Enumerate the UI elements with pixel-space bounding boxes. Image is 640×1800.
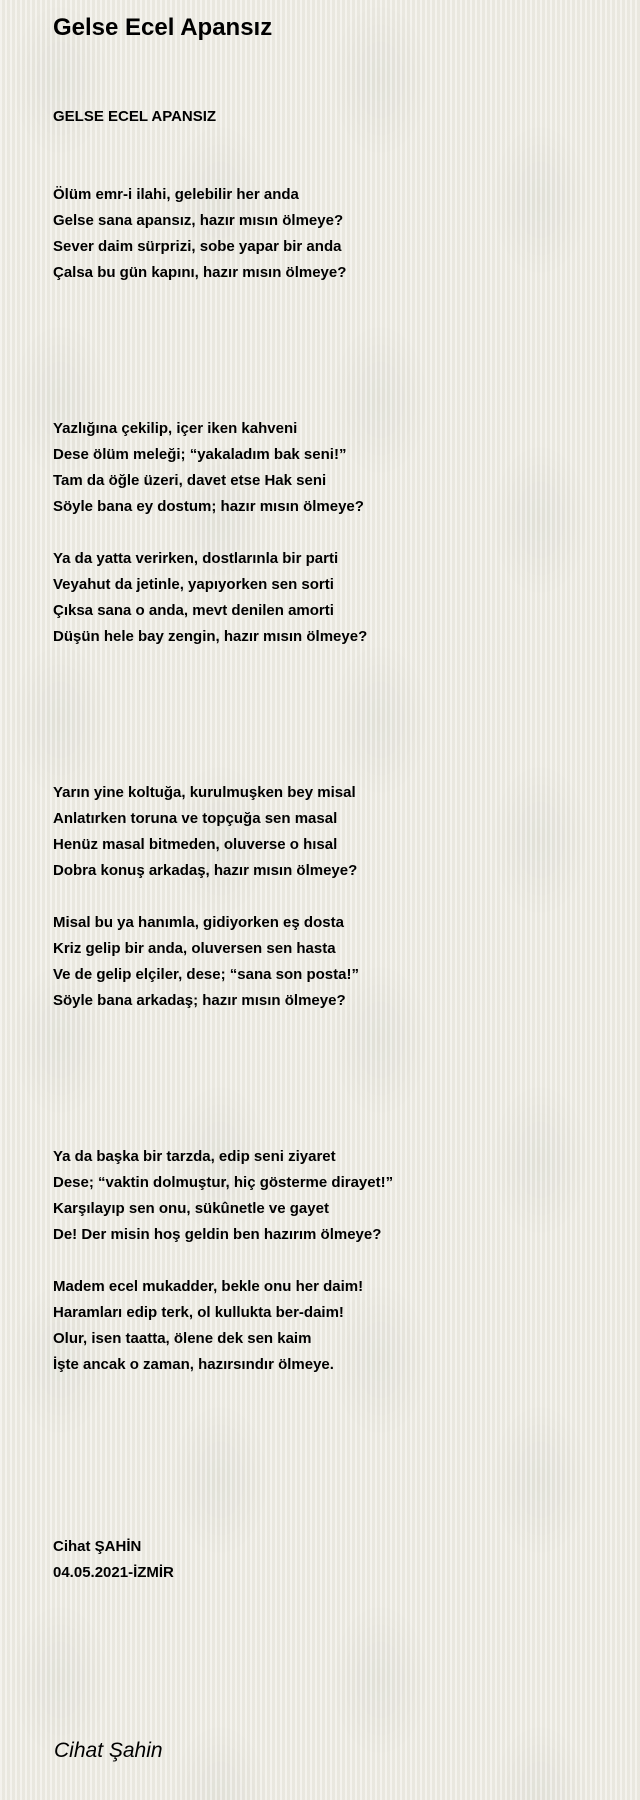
stanza-gap (53, 884, 613, 910)
poem-line: Karşılayıp sen onu, sükûnetle ve gayet (53, 1200, 329, 1217)
poem-line: Olur, isen taatta, ölene dek sen kaim (53, 1330, 312, 1347)
stanza-3 (53, 546, 613, 650)
poem-line: Ölüm emr-i ilahi, gelebilir her anda (53, 186, 299, 203)
poem-line: Ya da yatta verirken, dostlarınla bir parti (53, 550, 339, 567)
stanza-gap (53, 1014, 613, 1144)
poem-line: Kriz gelip bir anda, oluversen sen hasta (53, 940, 336, 957)
poem-line: İşte ancak o zaman, hazırsındır ölmeye. (53, 1356, 334, 1373)
stanza-gap (53, 520, 613, 546)
poem-line: Misal bu ya hanımla, gidiyorken eş dosta (53, 914, 344, 931)
poem-line: Yazlığına çekilip, içer iken kahveni (53, 420, 298, 437)
poem-line: Düşün hele bay zengin, hazır mısın ölmeye? (53, 628, 368, 645)
stanza-7 (53, 1274, 613, 1378)
poem-line: Gelse sana apansız, hazır mısın ölmeye? (53, 212, 344, 229)
poem-line: Yarın yine koltuğa, kurulmuşken bey misal (53, 784, 356, 801)
poem-line: Söyle bana ey dostum; hazır mısın ölmeye? (53, 498, 364, 515)
stanza-1 (53, 182, 613, 286)
poem-line: Veyahut da jetinle, yapıyorken sen sorti (53, 576, 334, 593)
poem-line: Dobra konuş arkadaş, hazır mısın ölmeye? (53, 862, 358, 879)
poem-line: Dese; “vaktin dolmuştur, hiç gösterme dirayet!” (53, 1174, 394, 1191)
poem-line: Haramları edip terk, ol kullukta ber-daim! (53, 1304, 344, 1321)
poem-line: Söyle bana arkadaş; hazır mısın ölmeye? (53, 992, 346, 1009)
poem-line: Dese ölüm meleği; “yakaladım bak seni!” (53, 446, 347, 463)
poem-body (53, 104, 613, 1586)
stanza-gap (53, 1378, 613, 1534)
stanza-gap (53, 286, 613, 416)
author-signature: Cihat Şahin (54, 1739, 163, 1762)
poem-line: Çalsa bu gün kapını, hazır mısın ölmeye? (53, 264, 347, 281)
stanza-gap (53, 130, 613, 182)
poem-line: Tam da öğle üzeri, davet etse Hak seni (53, 472, 327, 489)
stanza-gap (53, 650, 613, 780)
poem-credits (53, 1534, 613, 1586)
poem-line: Anlatırken toruna ve topçuğa sen masal (53, 810, 338, 827)
poem-line: Henüz masal bitmeden, oluverse o hısal (53, 836, 338, 853)
poem-author: Cihat ŞAHİN (53, 1538, 142, 1555)
poem-line: De! Der misin hoş geldin ben hazırım ölmeye? (53, 1226, 382, 1243)
stanza-2 (53, 416, 613, 520)
poem-line: Madem ecel mukadder, bekle onu her daim! (53, 1278, 364, 1295)
page-title: Gelse Ecel Apansız (53, 14, 273, 41)
stanza-gap (53, 1248, 613, 1274)
poem-line: Ya da başka bir tarzda, edip seni ziyaret (53, 1148, 336, 1165)
poem-line: Sever daim sürprizi, sobe yapar bir anda (53, 238, 342, 255)
stanza-4 (53, 780, 613, 884)
stanza-5 (53, 910, 613, 1014)
poem-line: Çıksa sana o anda, mevt denilen amorti (53, 602, 334, 619)
poem-line: Ve de gelip elçiler, dese; “sana son posta!” (53, 966, 359, 983)
stanza-6 (53, 1144, 613, 1248)
poem-heading: GELSE ECEL APANSIZ (53, 108, 217, 125)
poem-date-place: 04.05.2021-İZMİR (53, 1564, 174, 1581)
